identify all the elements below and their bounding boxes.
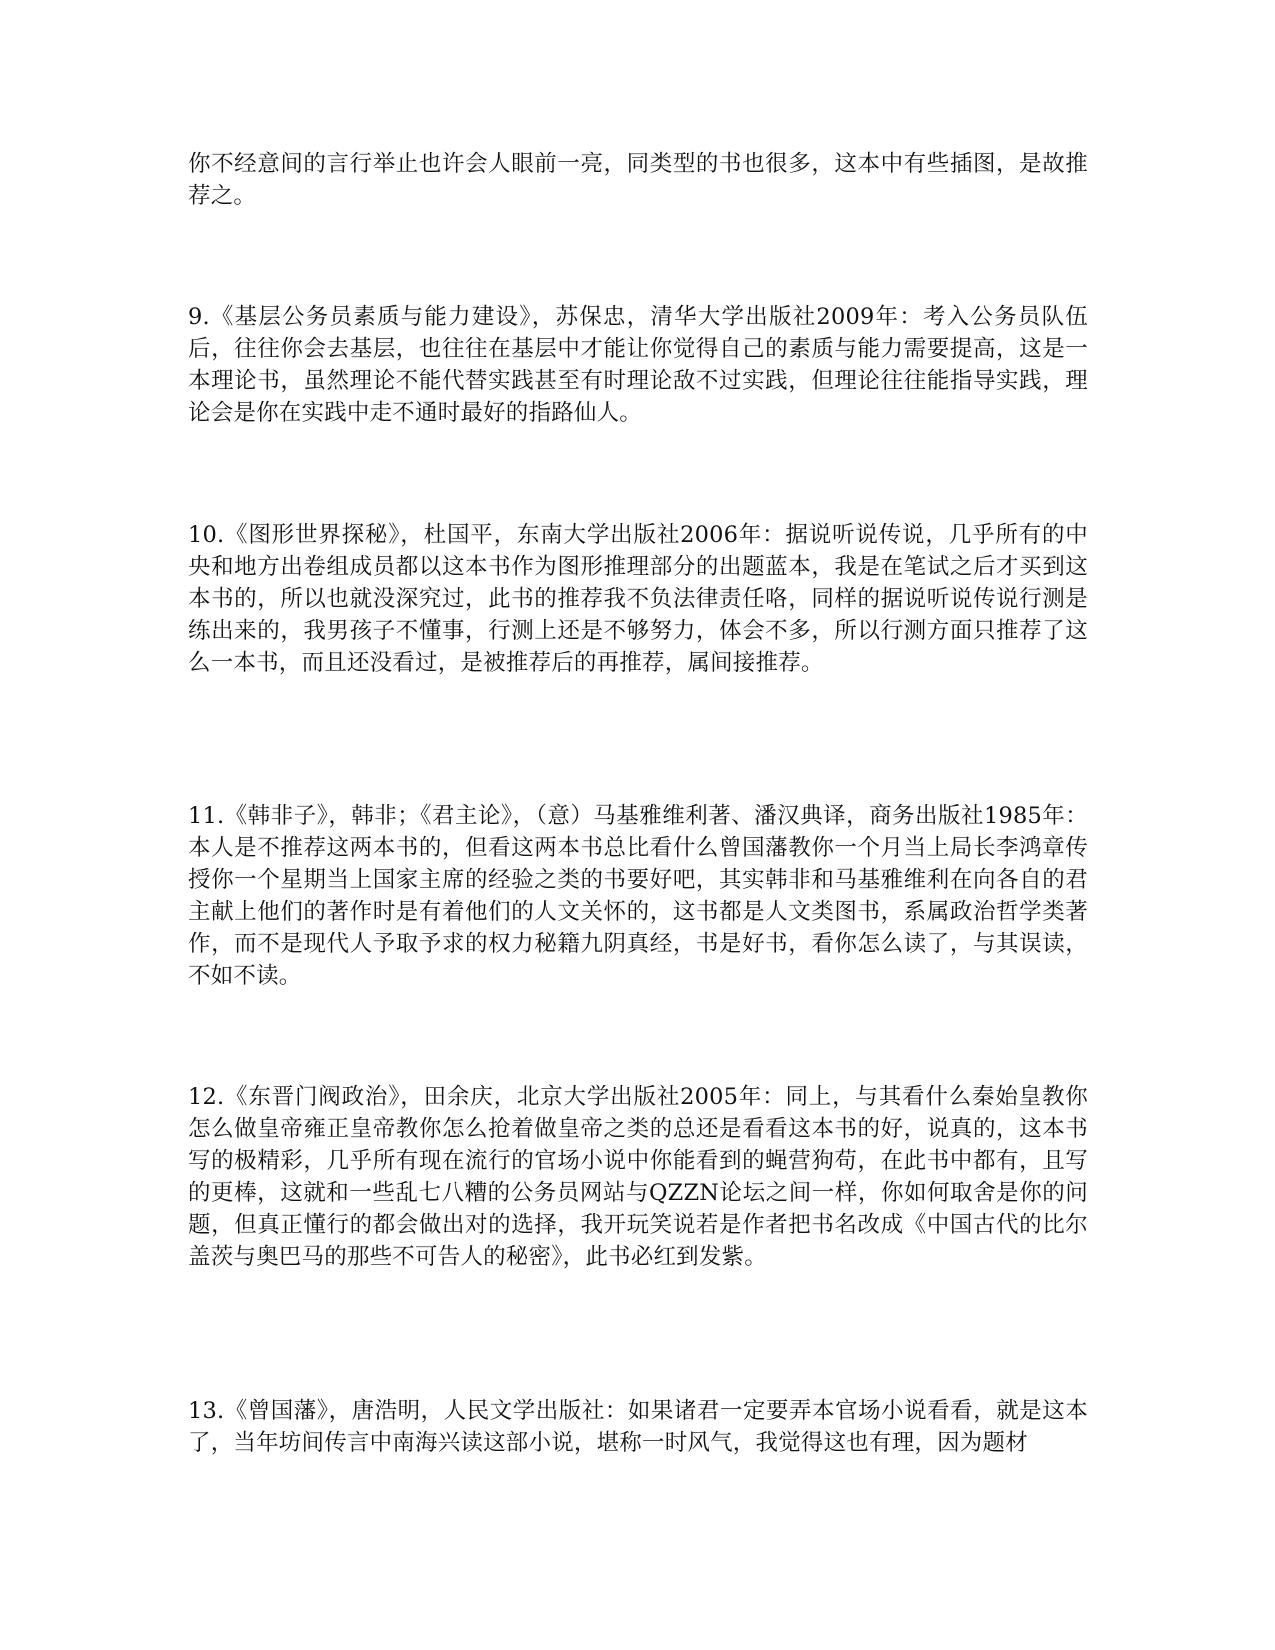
paragraph-item-13: 13.《曾国藩》，唐浩明，人民文学出版社：如果诸君一定要弄本官场小说看看，就是这本了，当年坊间传言中南海兴读这部小说，堪称一时风气，我觉得这也有理，因为题材 xyxy=(188,1398,1088,1456)
paragraph-item-12: 12.《东晋门阀政治》，田余庆，北京大学出版社2005年：同上，与其看什么秦始皇教你怎么做皇帝雍正皇帝教你怎么抢着做皇帝之类的总还是看看这本书的好，说真的，这本书写的极精彩，几乎所有现在流行的官场小说中你能看到的蝇营狗苟，在此书中都有，且写的更棒，这就和一些乱七八糟的公务员网站与QZZN论坛之间一样，你如何取舍是你的问题，但真正懂行的都会做出对的选择，我开玩笑说若是作者把书名改成《中国古代的比尔盖茨与奥巴马的那些不可告人的秘密》，此书必红到发紫。 xyxy=(188,1084,1088,1270)
paragraph-item-9: 9.《基层公务员素质与能力建设》，苏保忠，清华大学出版社2009年：考入公务员队伍后，往往你会去基层，也往往在基层中才能让你觉得自己的素质与能力需要提高，这是一本理论书，虽然理论不能代替实践甚至有时理论敌不过实践，但理论往往能指导实践，理论会是你在实践中走不通时最好的指路仙人。 xyxy=(188,304,1088,426)
paragraph-item-11: 11.《韩非子》，韩非；《君主论》，（意）马基雅维利著、潘汉典译，商务出版社1985年：本人是不推荐这两本书的，但看这两本书总比看什么曾国藩教你一个月当上局长李鸿章传授你一个星期当上国家主席的经验之类的书要好吧，其实韩非和马基雅维利在向各自的君主献上他们的著作时是有着他们的人文关怀的，这书都是人文类图书，系属政治哲学类著作，而不是现代人予取予求的权力秘籍九阴真经，书是好书，看你怎么读了，与其误读，不如不读。 xyxy=(188,803,1088,989)
paragraph-continuation: 你不经意间的言行举止也许会人眼前一亮，同类型的书也很多，这本中有些插图，是故推荐之。 xyxy=(188,151,1088,209)
paragraph-item-10: 10.《图形世界探秘》，杜国平，东南大学出版社2006年：据说听说传说，几乎所有的中央和地方出卷组成员都以这本书作为图形推理部分的出题蓝本，我是在笔试之后才买到这本书的，所以也就没深究过，此书的推荐我不负法律责任咯，同样的据说听说传说行测是练出来的，我男孩子不懂事，行测上还是不够努力，体会不多，所以行测方面只推荐了这么一本书，而且还没看过，是被推荐后的再推荐，属间接推荐。 xyxy=(188,522,1088,676)
